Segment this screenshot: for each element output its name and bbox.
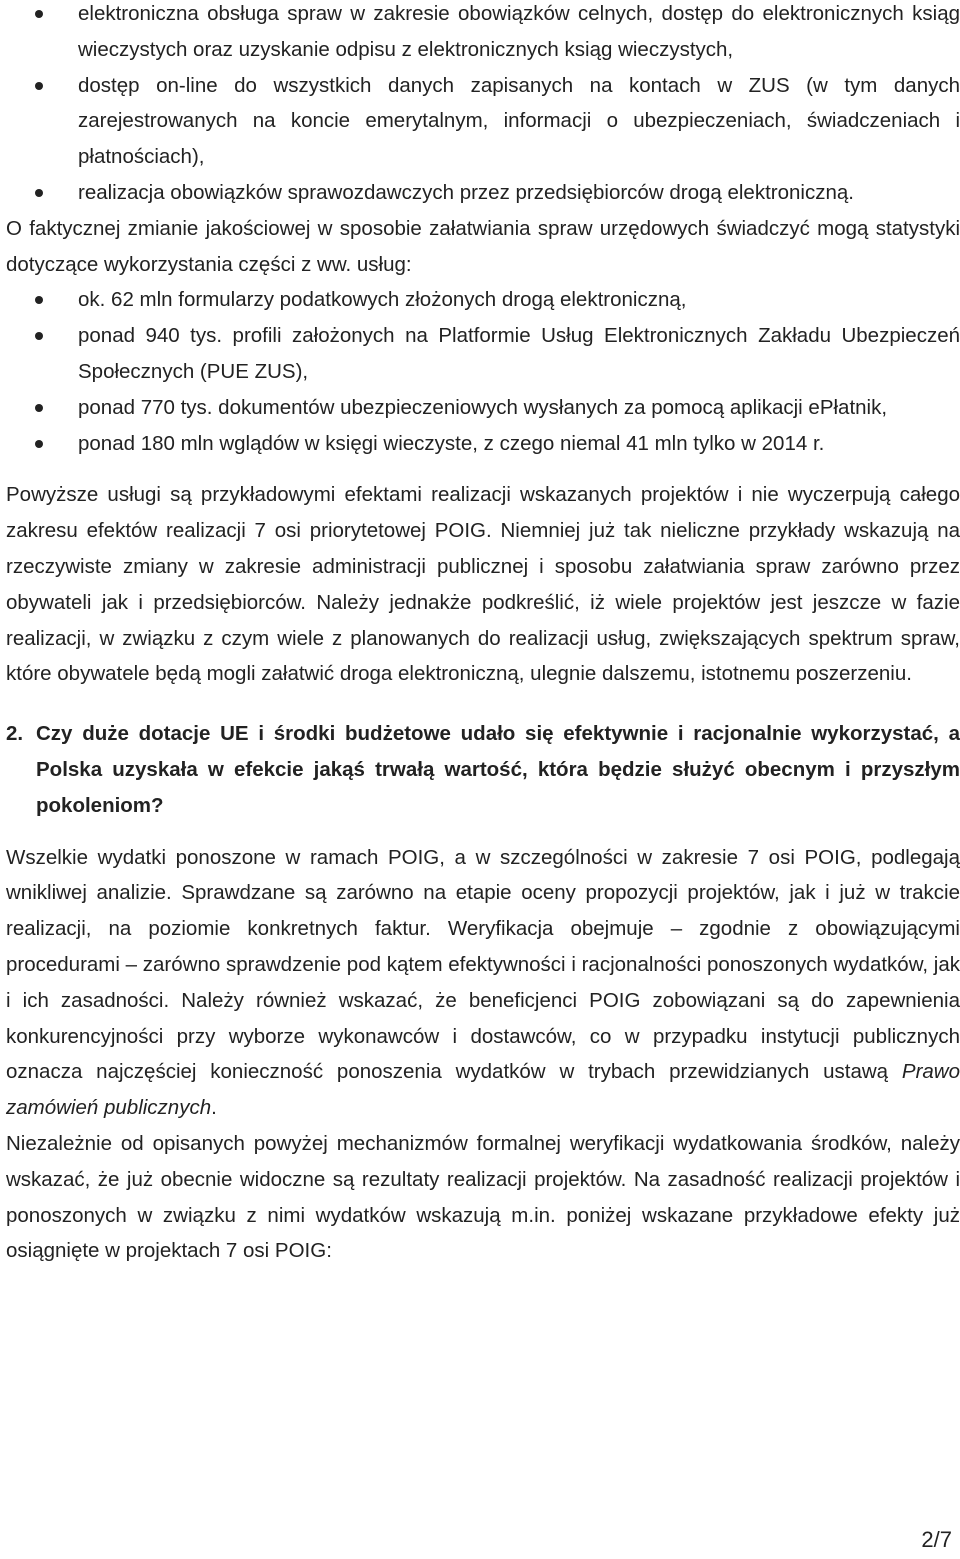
services-bullet-list (6, 0, 960, 211)
answer-text-end: . (211, 1096, 217, 1120)
page-number: 2/7 (921, 1527, 952, 1552)
question-text: Czy duże dotacje UE i środki budżetowe udało się efektywnie i racjonalnie wykorzystać, a Polska uzyskała w efekcie jakąś trwałą wartość, która będzie służyć obecnym i przyszłym pokoleniom? (36, 722, 960, 817)
answer-paragraph (6, 840, 960, 1126)
list-item: ponad 940 tys. profili założonych na Platformie Usług Elektronicznych Zakładu Ubezpieczeń Społecznych (PUE ZUS), (6, 318, 960, 390)
answer-text: Wszelkie wydatki ponoszone w ramach POIG, a w szczególności w zakresie 7 osi POIG, podlegają wnikliwej analizie. Sprawdzane są zarówno na etapie oceny propozycji projektów, jak i już w trakcie realizacji, na poziomie konkretnych faktur. Weryfikacja obejmuje – zgodnie z obowiązującymi procedurami – zarówno sprawdzenie pod kątem efektywności i racjonalności ponoszonych wydatków, jak i ich zasadności. Należy również wskazać, że beneficjenci POIG zobowiązani są do zapewnienia konkurencyjności przy wyborze wykonawców i dostawców, co w przypadku instytucji publicznych oznacza najczęściej konieczność ponoszenia wydatków w trybach przewidzianych ustawą (6, 845, 960, 1084)
summary-paragraph: Powyższe usługi są przykładowymi efektami realizacji wskazanych projektów i nie wyczerpują całego zakresu efektów realizacji 7 osi priorytetowej POIG. Niemniej już tak nieliczne przykłady wskazują na rzeczywiste zmiany w zakresie administracji publicznej i sposobu załatwiania spraw zarówno przez obywateli jak i przedsiębiorców. Należy jednakże podkreślić, iż wiele projektów jest jeszcze w fazie realizacji, w związku z czym wiele z planowanych do realizacji usług, zwiększających spektrum spraw, które obywatele będą mogli załatwić droga elektroniczną, ulegnie dalszemu, istotnemu poszerzeniu. (6, 483, 960, 686)
law-title: Prawo zamówień publicznych (6, 1060, 960, 1120)
final-paragraph: Niezależnie od opisanych powyżej mechanizmów formalnej weryfikacji wydatkowania środków, należy wskazać, że już obecnie widoczne są rezultaty realizacji projektów. Na zasadność realizacji projektów i ponoszonych w związku z nimi wydatków wskazują m.in. poniżej wskazane przykładowe efekty już osiągnięte w projektach 7 osi POIG: (6, 1131, 960, 1263)
question-number: 2. (6, 722, 24, 746)
list-item: dostęp on-line do wszystkich danych zapisanych na kontach w ZUS (w tym danych zarejestrowanych na koncie emerytalnym, informacji o ubezpieczeniach, świadczeniach i płatnościach), (6, 68, 960, 175)
list-item: ponad 770 tys. dokumentów ubezpieczeniowych wysłanych za pomocą aplikacji ePłatnik, (6, 390, 960, 426)
stats-intro-paragraph: O faktycznej zmianie jakościowej w sposobie załatwiania spraw urzędowych świadczyć mogą statystyki dotyczące wykorzystania części z ww. usług: (6, 216, 960, 276)
question-heading (6, 716, 960, 823)
list-item: ponad 180 mln wglądów w księgi wieczyste, z czego niemal 41 mln tylko w 2014 r. (6, 426, 960, 462)
list-item: realizacja obowiązków sprawozdawczych przez przedsiębiorców drogą elektroniczną. (6, 175, 960, 211)
list-item: ok. 62 mln formularzy podatkowych złożonych drogą elektroniczną, (6, 282, 960, 318)
stats-bullet-list (6, 282, 960, 461)
list-item: elektroniczna obsługa spraw w zakresie obowiązków celnych, dostęp do elektronicznych ksiąg wieczystych oraz uzyskanie odpisu z elektronicznych ksiąg wieczystych, (6, 0, 960, 68)
page-content (6, 0, 960, 1269)
